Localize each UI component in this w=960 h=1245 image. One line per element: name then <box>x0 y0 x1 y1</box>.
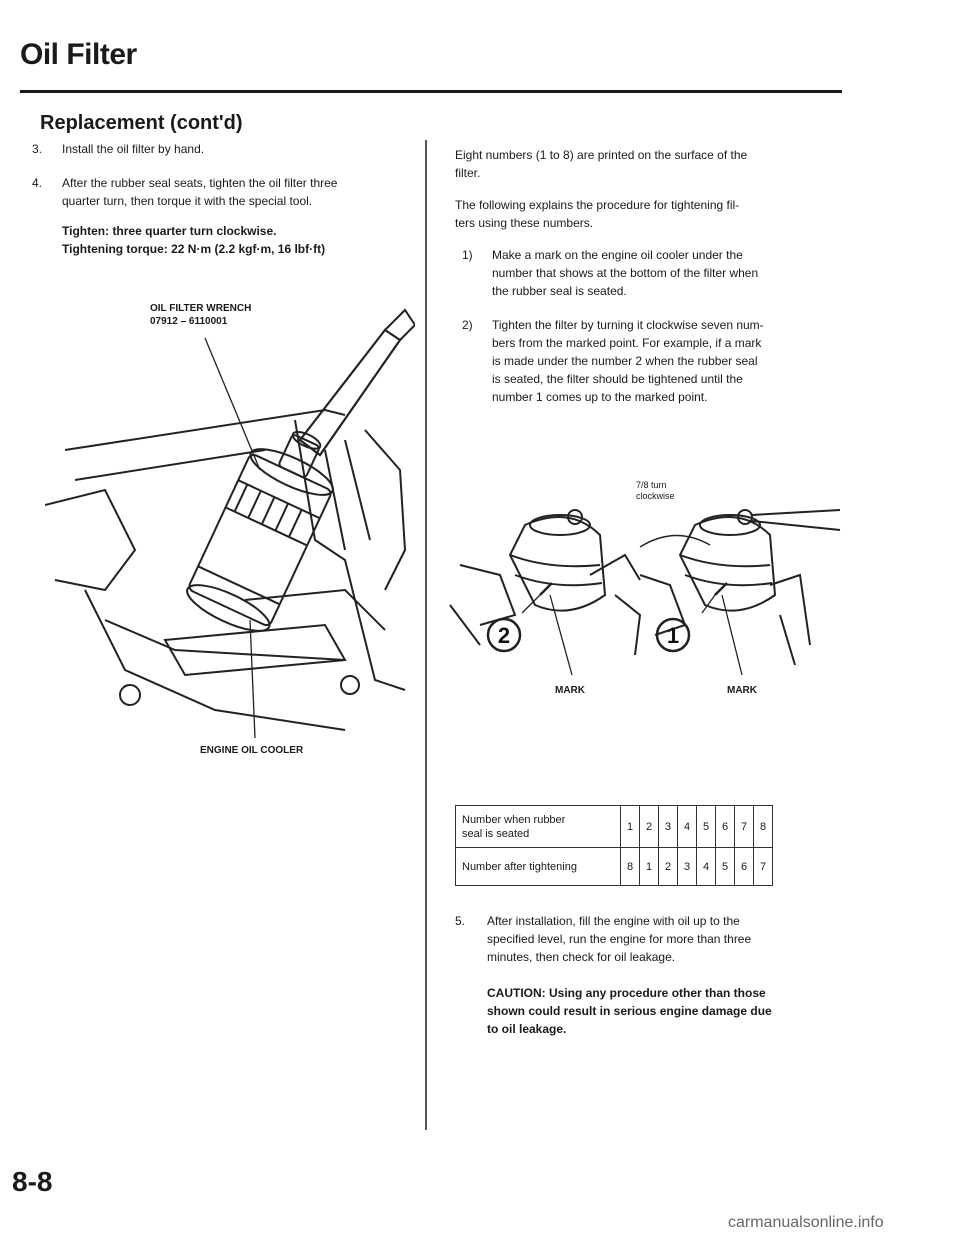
step-4 <box>32 174 422 284</box>
filter-number-left: 2 <box>497 623 511 648</box>
item-2 <box>462 316 847 416</box>
step-number: 3. <box>32 142 43 156</box>
table-cell: 7 <box>735 806 754 848</box>
intro-line: Eight numbers (1 to 8) are printed on the surface of the <box>455 148 748 162</box>
label-line: Number when rubber <box>462 813 566 826</box>
table-cell: 1 <box>621 806 640 848</box>
table-row-label: Number after tightening <box>456 848 621 886</box>
step-5 <box>455 912 847 972</box>
table-cell: 8 <box>621 848 640 886</box>
table-cell: 1 <box>640 848 659 886</box>
table-cell: 3 <box>659 806 678 848</box>
table-row-label <box>456 806 621 848</box>
step-number: 4. <box>32 176 43 190</box>
intro-paragraph-1 <box>455 146 845 182</box>
item-line: is made under the number 2 when the rubber seal <box>492 354 758 368</box>
step-number: 5. <box>455 914 466 928</box>
caution-line: CAUTION: Using any procedure other than those <box>487 986 766 1000</box>
table-cell: 4 <box>678 806 697 848</box>
item-line: the rubber seal is seated. <box>492 284 627 298</box>
table-cell: 8 <box>754 806 773 848</box>
step-line: minutes, then check for oil leakage. <box>487 950 676 964</box>
table-cell: 2 <box>659 848 678 886</box>
watermark: carmanualsonline.info <box>728 1214 884 1231</box>
section-subtitle: Replacement (cont'd) <box>40 112 243 134</box>
label-line: seal is seated <box>462 827 530 840</box>
oil-filter-wrench-illustration <box>45 290 415 740</box>
step-3 <box>32 140 412 160</box>
table-cell: 3 <box>678 848 697 886</box>
intro-line: filter. <box>455 166 481 180</box>
page-title: Oil Filter <box>20 38 137 71</box>
cooler-callout: ENGINE OIL COOLER <box>200 745 304 756</box>
item-line: Make a mark on the engine oil cooler under the <box>492 248 743 262</box>
filter-number-table <box>455 805 773 886</box>
caution-line: shown could result in serious engine damage due <box>487 1004 772 1018</box>
item-line: Tighten the filter by turning it clockwise seven num- <box>492 318 764 332</box>
table-cell: 5 <box>716 848 735 886</box>
tighten-spec: Tighten: three quarter turn clockwise. <box>62 224 277 238</box>
caution-line: to oil leakage. <box>487 1022 567 1036</box>
torque-spec: Tightening torque: 22 N·m (2.2 kgf·m, 16 lbf·ft) <box>62 242 326 256</box>
column-divider <box>425 140 427 1130</box>
step-text: Install the oil filter by hand. <box>62 142 205 156</box>
step-line: specified level, run the engine for more than three <box>487 932 752 946</box>
caution-note <box>487 984 847 1038</box>
table-cell: 2 <box>640 806 659 848</box>
mark-label-right: MARK <box>727 685 757 696</box>
table-cell: 6 <box>735 848 754 886</box>
intro-line: ters using these numbers. <box>455 216 594 230</box>
table-cell: 5 <box>697 806 716 848</box>
page-number: 8-8 <box>12 1166 53 1197</box>
item-number: 2) <box>462 318 473 332</box>
step-text-line: quarter turn, then torque it with the special tool. <box>62 194 313 208</box>
table-cell: 7 <box>754 848 773 886</box>
item-line: is seated, the filter should be tightened until the <box>492 372 743 386</box>
intro-line: The following explains the procedure for tightening fil- <box>455 198 740 212</box>
item-number: 1) <box>462 248 473 262</box>
step-line: After installation, fill the engine with oil up to the <box>487 914 740 928</box>
item-1 <box>462 246 847 306</box>
step-text-line: After the rubber seal seats, tighten the oil filter three <box>62 176 338 190</box>
table-cell: 6 <box>716 806 735 848</box>
table-row <box>456 806 773 848</box>
item-line: number that shows at the bottom of the filter when <box>492 266 759 280</box>
tool-number: 07912 – 6110001 <box>150 316 228 327</box>
table-cell: 4 <box>697 848 716 886</box>
item-line: bers from the marked point. For example, if a mark <box>492 336 762 350</box>
intro-paragraph-2 <box>455 196 845 232</box>
turn-line: 7/8 turn <box>636 480 667 490</box>
turn-line: clockwise <box>636 491 675 501</box>
mark-label-left: MARK <box>555 685 585 696</box>
filter-marking-illustration <box>440 495 845 685</box>
tool-name: OIL FILTER WRENCH <box>150 303 252 314</box>
filter-number-right: 1 <box>666 623 680 648</box>
title-rule <box>20 90 842 93</box>
table-row <box>456 848 773 886</box>
item-line: number 1 comes up to the marked point. <box>492 390 708 404</box>
